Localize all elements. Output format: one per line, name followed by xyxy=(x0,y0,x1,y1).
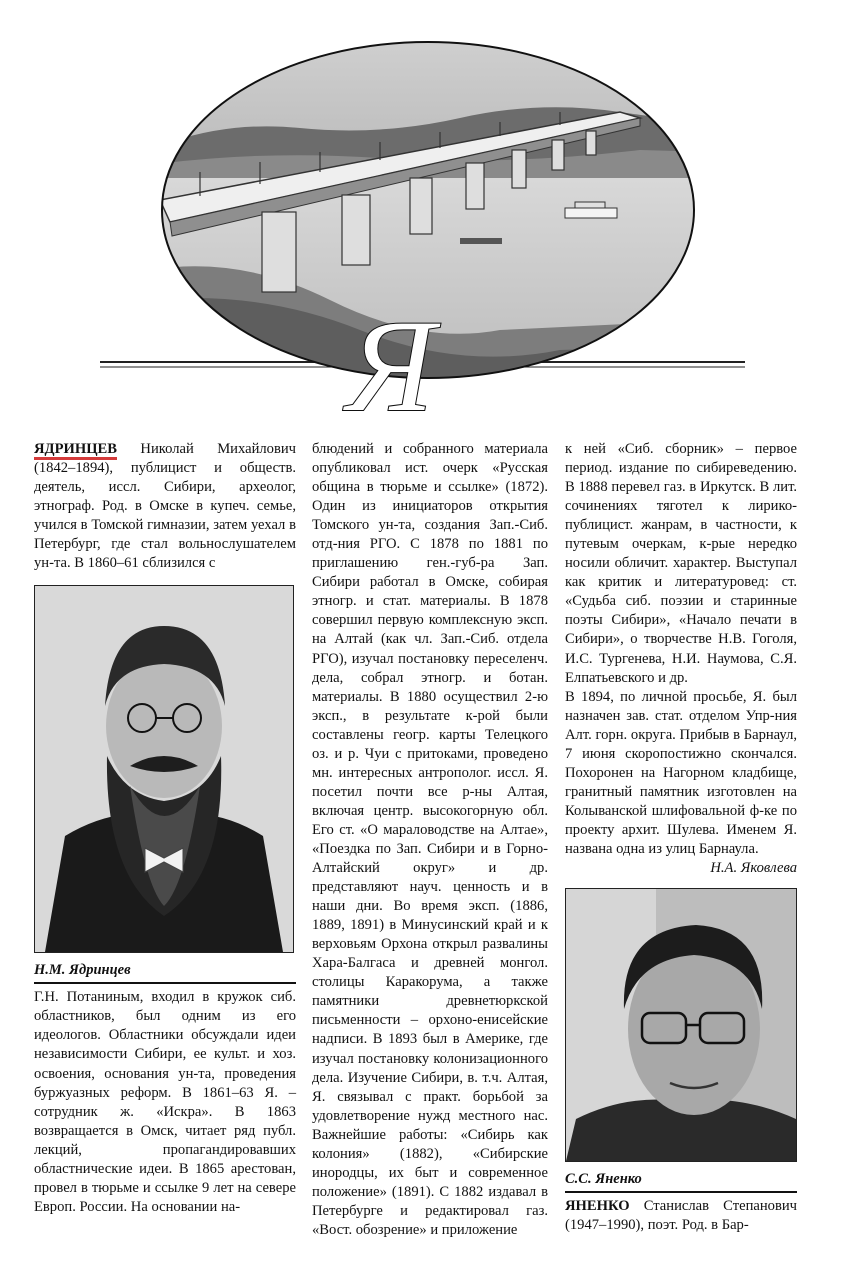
header-illustration xyxy=(0,0,856,440)
portrait-yadrintsev-image xyxy=(35,586,293,952)
entry-yadrintsev-intro xyxy=(34,440,296,573)
column-2 xyxy=(312,440,548,1240)
column-1 xyxy=(34,440,296,1217)
entry-text: Станислав Степанович (1947–1990), поэт. Род. в Бар- xyxy=(565,1198,797,1234)
entry-headword-yadrintsev: ЯДРИНЦЕВ xyxy=(34,441,117,460)
entry-yadrintsev-death: В 1894, по личной просьбе, Я. был назначен зав. стат. отделом Упр-ния Алт. горн. округа. Прибыв в Барнаул, 7 июня скоропостижно скончался. Похоронен на Нагорном кладбище, гранитный памятник изготовлен на Колыванской шлифовальной ф-ке по проекту архит. Шулева. Именем Я. названа одна из улиц Барнаула. xyxy=(565,688,797,857)
portrait-yanenko xyxy=(565,888,797,1162)
chapter-letter: Я xyxy=(347,292,435,439)
entry-text: Николай Михайлович (1842–1894), публицист и обществ. деятель, иссл. Сибири, археолог, этнограф. Род. в Омске в купеч. семье, учился в Томской гимназии, затем уехал в Петербург, где стал вольнослушателем ун-та. В 1860–61 сблизился с xyxy=(34,441,296,572)
entry-yadrintsev-continued: Г.Н. Потаниным, входил в кружок сиб. областников, был одним из его идеологов. Областники обсуждали идеи независимости Сибири, ее культ. и хоз. освоения, основания ун-та, проведения буржуазных реформ. В 1861–63 Я. – сотрудник ж. «Искра». В 1863 возвращается в Омск, читает ряд публ. лекций, пропагандировавших областнические идеи. В 1865 арестован, провел в тюрьме и ссылке 9 лет на севере Европ. России. На основании на- xyxy=(34,989,296,1215)
portrait-yadrintsev xyxy=(34,585,294,953)
photo-caption-yadrintsev: Н.М. Ядринцев xyxy=(34,959,296,984)
article-author: Н.А. Яковлева xyxy=(710,860,797,877)
column-3 xyxy=(565,440,797,1235)
photo-caption-yanenko: С.С. Яненко xyxy=(565,1168,797,1193)
entry-yadrintsev-body: блюдений и собранного материала опубликовал ист. очерк «Русская община в тюрьме и ссылке» (1872). Один из инициаторов открытия Томского ун-та, создания Зап.-Сиб. отд-ния РГО. С 1878 по 1881 по приглашению ген.-губ-ра Зап. Сибири работал в Омске, собирая этногр. и стат. материалы. В 1878 совершил первую комплексную эксп. на Алтай (как чл. Зап.-Сиб. отдела РГО), изучал постановку переселенч. дела, собрал этногр. и ботан. материалы. В 1880 осуществил 2-ю эксп., в результате к-рой были составлены геогр. карты Телецкого оз. и р. Чуи с притоками, проведено мн. интересных антрополог. иссл. Я. посетил почти все р-ны Алтая, включая центр. высокогорную обл. Его ст. «О мараловодстве на Алтае», «Поездка по Зап. Сибири и в Горно-Алтайский округ» и др. представляют науч. ценность и в наши дни. Во время эксп. (1886, 1889, 1891) в Минусинский край и к верховьям Орхона открыл развалины Хара-Балгаса и древней монгол. столицы Каракорума, а также памятники древнетюркской письменности – орхоно-енисейские надписи. В 1893 был в Америке, где изучал постановку колонизационного дела. Изучение Сибири, в. т.ч. Алтая, Я. связывал с практ. борьбой за удовлетворение нужд местного нас. Важнейшие работы: «Сибирь как колония» (1882), «Сибирские инородцы, их быт и современное положение» (1891). С 1882 издавал в Петербурге и редактировал газ. «Вост. обозрение» и приложение xyxy=(312,441,548,1238)
entry-headword-yanenko: ЯНЕНКО xyxy=(565,1198,630,1215)
entry-yanenko-intro xyxy=(565,1197,797,1235)
entry-yadrintsev-literary: к ней «Сиб. сборник» – первое период. издание по сибиреведению. В 1888 перевел газ. в Иркутск. В лит. сочинениях тяготел к лирико-публицист. жанрам, в частности, к путевым очеркам, к-рые нередко носили обличит. характер. Выступал как критик и литературовед: ст. «Судьба сиб. поэзии и старинные поэты Сибири», «Начало печати в Сибири», о творчестве Н.В. Гоголя, И.С. Тургенева, Н.И. Наумова, С.Я. Елпатьевского и др. xyxy=(565,441,797,686)
portrait-yanenko-image xyxy=(566,889,796,1161)
